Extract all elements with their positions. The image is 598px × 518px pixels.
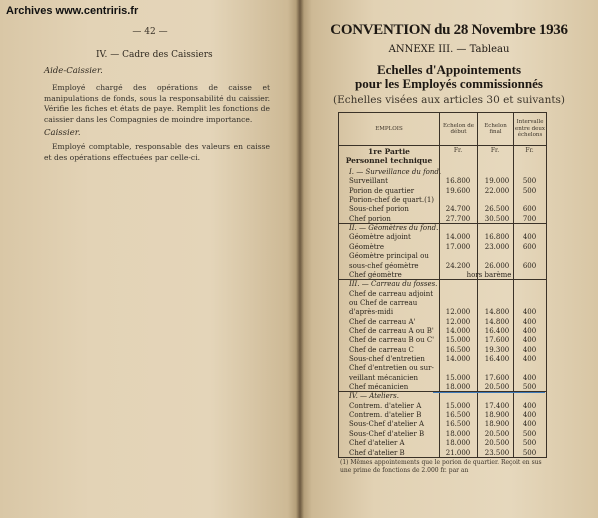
- col-header-final: Echelon final: [477, 113, 513, 145]
- row-label: Sous-chef porion: [349, 205, 409, 214]
- row-value: 26.000: [484, 261, 510, 270]
- unit-label: Fr.: [453, 147, 463, 154]
- table-row: [339, 299, 546, 308]
- row-value: 17.600: [484, 373, 510, 382]
- row-value: 700: [522, 214, 537, 223]
- row-value: 20.500: [484, 383, 510, 392]
- aide-caissier-text: Employé chargé des opérations de caisse et manipulations de fonds, sous la responsabilité du caissier. Vérifie les fiches et états de paye. Remplit les fonctions de caissier dans les Compagnies de moindre importance.: [44, 83, 270, 124]
- row-value: 27.700: [445, 214, 471, 223]
- row-value: 12.000: [445, 308, 471, 317]
- row-value: 17.000: [445, 242, 471, 251]
- row-value: 16.400: [484, 355, 510, 363]
- table-row: [339, 420, 546, 429]
- row-value: 18.900: [484, 411, 510, 420]
- row-label: Contrem. d'atelier A: [349, 401, 422, 410]
- page-number: — 42 —: [132, 27, 168, 37]
- row-value: 30.500: [484, 214, 510, 223]
- row-label: Géomètre: [349, 242, 385, 251]
- row-label: Surveillant: [349, 177, 388, 186]
- table-row: [339, 280, 546, 289]
- header-divider: [339, 145, 546, 146]
- row-value: 18.900: [484, 420, 510, 429]
- row-value: 400: [522, 336, 537, 345]
- row-value: 14.800: [484, 308, 510, 317]
- row-label: IV. — Ateliers.: [349, 392, 399, 401]
- row-label: Contrem. d'atelier B: [349, 411, 422, 420]
- row-value: 22.000: [484, 186, 510, 195]
- col-header-debut: Echelon de début: [439, 113, 477, 145]
- table-row: [339, 374, 546, 383]
- row-value: 19.600: [445, 186, 471, 195]
- row-label: sous-chef géomètre: [349, 261, 419, 270]
- row-label: Porion-chef de quart.(1): [349, 196, 435, 205]
- table-row: [339, 355, 546, 364]
- row-value: 14.800: [484, 317, 510, 326]
- table-row: [339, 262, 546, 271]
- row-label: ou Chef de carreau: [349, 298, 418, 307]
- row-value: 400: [522, 411, 537, 420]
- row-value: 26.500: [484, 205, 510, 214]
- heading-line-2: pour les Employés commissionnés: [355, 76, 543, 91]
- row-label: Chef d'entretien ou sur-: [349, 364, 434, 373]
- main-heading: [300, 63, 598, 91]
- row-value: hors barème: [466, 270, 512, 279]
- row-value: 16.500: [445, 420, 471, 429]
- watermark: Archives www.centriris.fr: [6, 5, 139, 17]
- row-value: 400: [522, 345, 537, 354]
- row-label: Chef d'atelier A: [349, 439, 405, 448]
- table-row: [339, 336, 546, 345]
- annex-title: ANNEXE III. — Tableau: [388, 44, 510, 55]
- table-row: [339, 439, 546, 448]
- table-row: [339, 196, 546, 205]
- row-value: 16.500: [445, 411, 471, 420]
- table-row: [339, 168, 546, 177]
- row-value: 600: [522, 205, 537, 214]
- row-value: 600: [522, 261, 537, 270]
- row-label: Géomètre adjoint: [349, 233, 411, 242]
- col-header-intervalle: Intervalle entre deux échelons: [513, 113, 546, 145]
- row-value: 14.000: [445, 326, 471, 335]
- row-value: 18.000: [445, 429, 471, 438]
- row-label: Porion de quartier: [349, 186, 415, 195]
- row-label: Sous-Chef d'atelier B: [349, 429, 425, 438]
- row-value: 16.800: [445, 177, 471, 186]
- row-value: 400: [522, 317, 537, 326]
- convention-title: CONVENTION du 28 Novembre 1936: [330, 22, 568, 38]
- part-title: 1re Partie: [368, 147, 410, 156]
- unit-label: Fr.: [525, 147, 534, 154]
- aide-caissier-label: Aide-Caissier.: [44, 66, 103, 76]
- table-row: [339, 233, 546, 242]
- table-row: [339, 205, 546, 214]
- row-value: 14.000: [445, 233, 471, 242]
- row-value: 16.800: [484, 233, 510, 242]
- row-value: 17.600: [484, 336, 510, 345]
- row-label: Sous-Chef d'atelier A: [349, 420, 425, 429]
- row-value: 400: [522, 401, 537, 410]
- row-label: I. — Surveillance du fond.: [349, 168, 442, 176]
- row-value: 24.700: [445, 205, 471, 214]
- row-value: 500: [522, 429, 537, 438]
- row-label: Chef de carreau adjoint: [349, 289, 434, 298]
- row-value: 400: [522, 373, 537, 382]
- table-row: [339, 290, 546, 299]
- row-label: Chef d'atelier B: [349, 448, 405, 457]
- row-label: Sous-chef d'entretien: [349, 355, 425, 363]
- row-value: 12.000: [445, 317, 471, 326]
- row-label: veillant mécanicien: [349, 373, 418, 382]
- subheading: (Echelles visées aux articles 30 et suivants): [332, 94, 566, 106]
- table-row: [339, 187, 546, 196]
- row-label: Chef de carreau B ou C': [349, 336, 435, 345]
- section-title: IV. — Cadre des Caissiers: [96, 50, 213, 60]
- table-row: [339, 252, 546, 261]
- heading-line-1: Echelles d'Appointements: [376, 62, 522, 77]
- table-row: [339, 430, 546, 439]
- row-label: Chef de carreau C: [349, 345, 414, 354]
- row-label: Chef de carreau A': [349, 317, 416, 326]
- row-label: Chef géomètre: [349, 270, 402, 279]
- table-row: [339, 308, 546, 317]
- table-row: [339, 224, 546, 233]
- row-label: II. — Géomètres du fond.: [349, 224, 439, 233]
- row-value: 400: [522, 355, 537, 363]
- row-value: 500: [522, 439, 537, 448]
- row-label: Chef mécanicien: [349, 383, 409, 392]
- row-value: 14.000: [445, 355, 471, 363]
- row-value: 400: [522, 326, 537, 335]
- table-row: [339, 318, 546, 327]
- part-subtitle: Personnel technique: [345, 156, 433, 165]
- row-label: Géomètre principal ou: [349, 252, 429, 261]
- row-value: 15.000: [445, 373, 471, 382]
- row-value: 21.000: [445, 448, 471, 457]
- row-value: 18.000: [445, 383, 471, 392]
- row-value: 23.000: [484, 242, 510, 251]
- table-row: [339, 243, 546, 252]
- row-value: 16.400: [484, 326, 510, 335]
- footnote: (1) Mêmes appointements que le porion de quartier. Reçoit en sus une prime de fonctions de 2.000 fr. par an: [340, 459, 542, 474]
- table-row: [339, 392, 546, 401]
- row-label: Chef de carreau A ou B': [349, 326, 434, 335]
- row-value: 15.000: [445, 336, 471, 345]
- row-value: 500: [522, 186, 537, 195]
- row-value: 400: [522, 233, 537, 242]
- row-value: 20.500: [484, 439, 510, 448]
- row-value: 16.500: [445, 345, 471, 354]
- row-label: III. — Carreau du fosses.: [349, 280, 438, 289]
- row-value: 19.300: [484, 345, 510, 354]
- col-header-emplois: EMPLOIS: [375, 125, 403, 132]
- row-value: 500: [522, 448, 537, 457]
- table-row: [339, 346, 546, 355]
- row-value: 20.500: [484, 429, 510, 438]
- table-row: [339, 411, 546, 420]
- row-value: 600: [522, 242, 537, 251]
- table-row: [339, 177, 546, 186]
- row-label: d'après-midi: [349, 308, 394, 317]
- row-label: Chef porion: [349, 214, 391, 223]
- row-value: 500: [522, 177, 537, 186]
- table-row: [339, 402, 546, 411]
- row-value: 15.000: [445, 401, 471, 410]
- row-value: 24.200: [445, 261, 471, 270]
- table-row: [339, 327, 546, 336]
- row-value: 23.500: [484, 448, 510, 457]
- row-value: 400: [522, 420, 537, 429]
- table-row: [339, 449, 546, 458]
- unit-label: Fr.: [490, 147, 500, 154]
- highlight-line: [433, 392, 545, 393]
- row-value: 17.400: [484, 401, 510, 410]
- table-row: [339, 364, 546, 373]
- salary-table: [338, 112, 547, 458]
- row-value: 19.000: [484, 177, 510, 186]
- row-value: 18.000: [445, 439, 471, 448]
- caissier-label: Caissier.: [44, 128, 81, 138]
- row-value: 500: [522, 383, 537, 392]
- caissier-text: Employé comptable, responsable des valeurs en caisse et des opérations effectuées par celle-ci.: [44, 142, 270, 162]
- row-value: 400: [522, 308, 537, 317]
